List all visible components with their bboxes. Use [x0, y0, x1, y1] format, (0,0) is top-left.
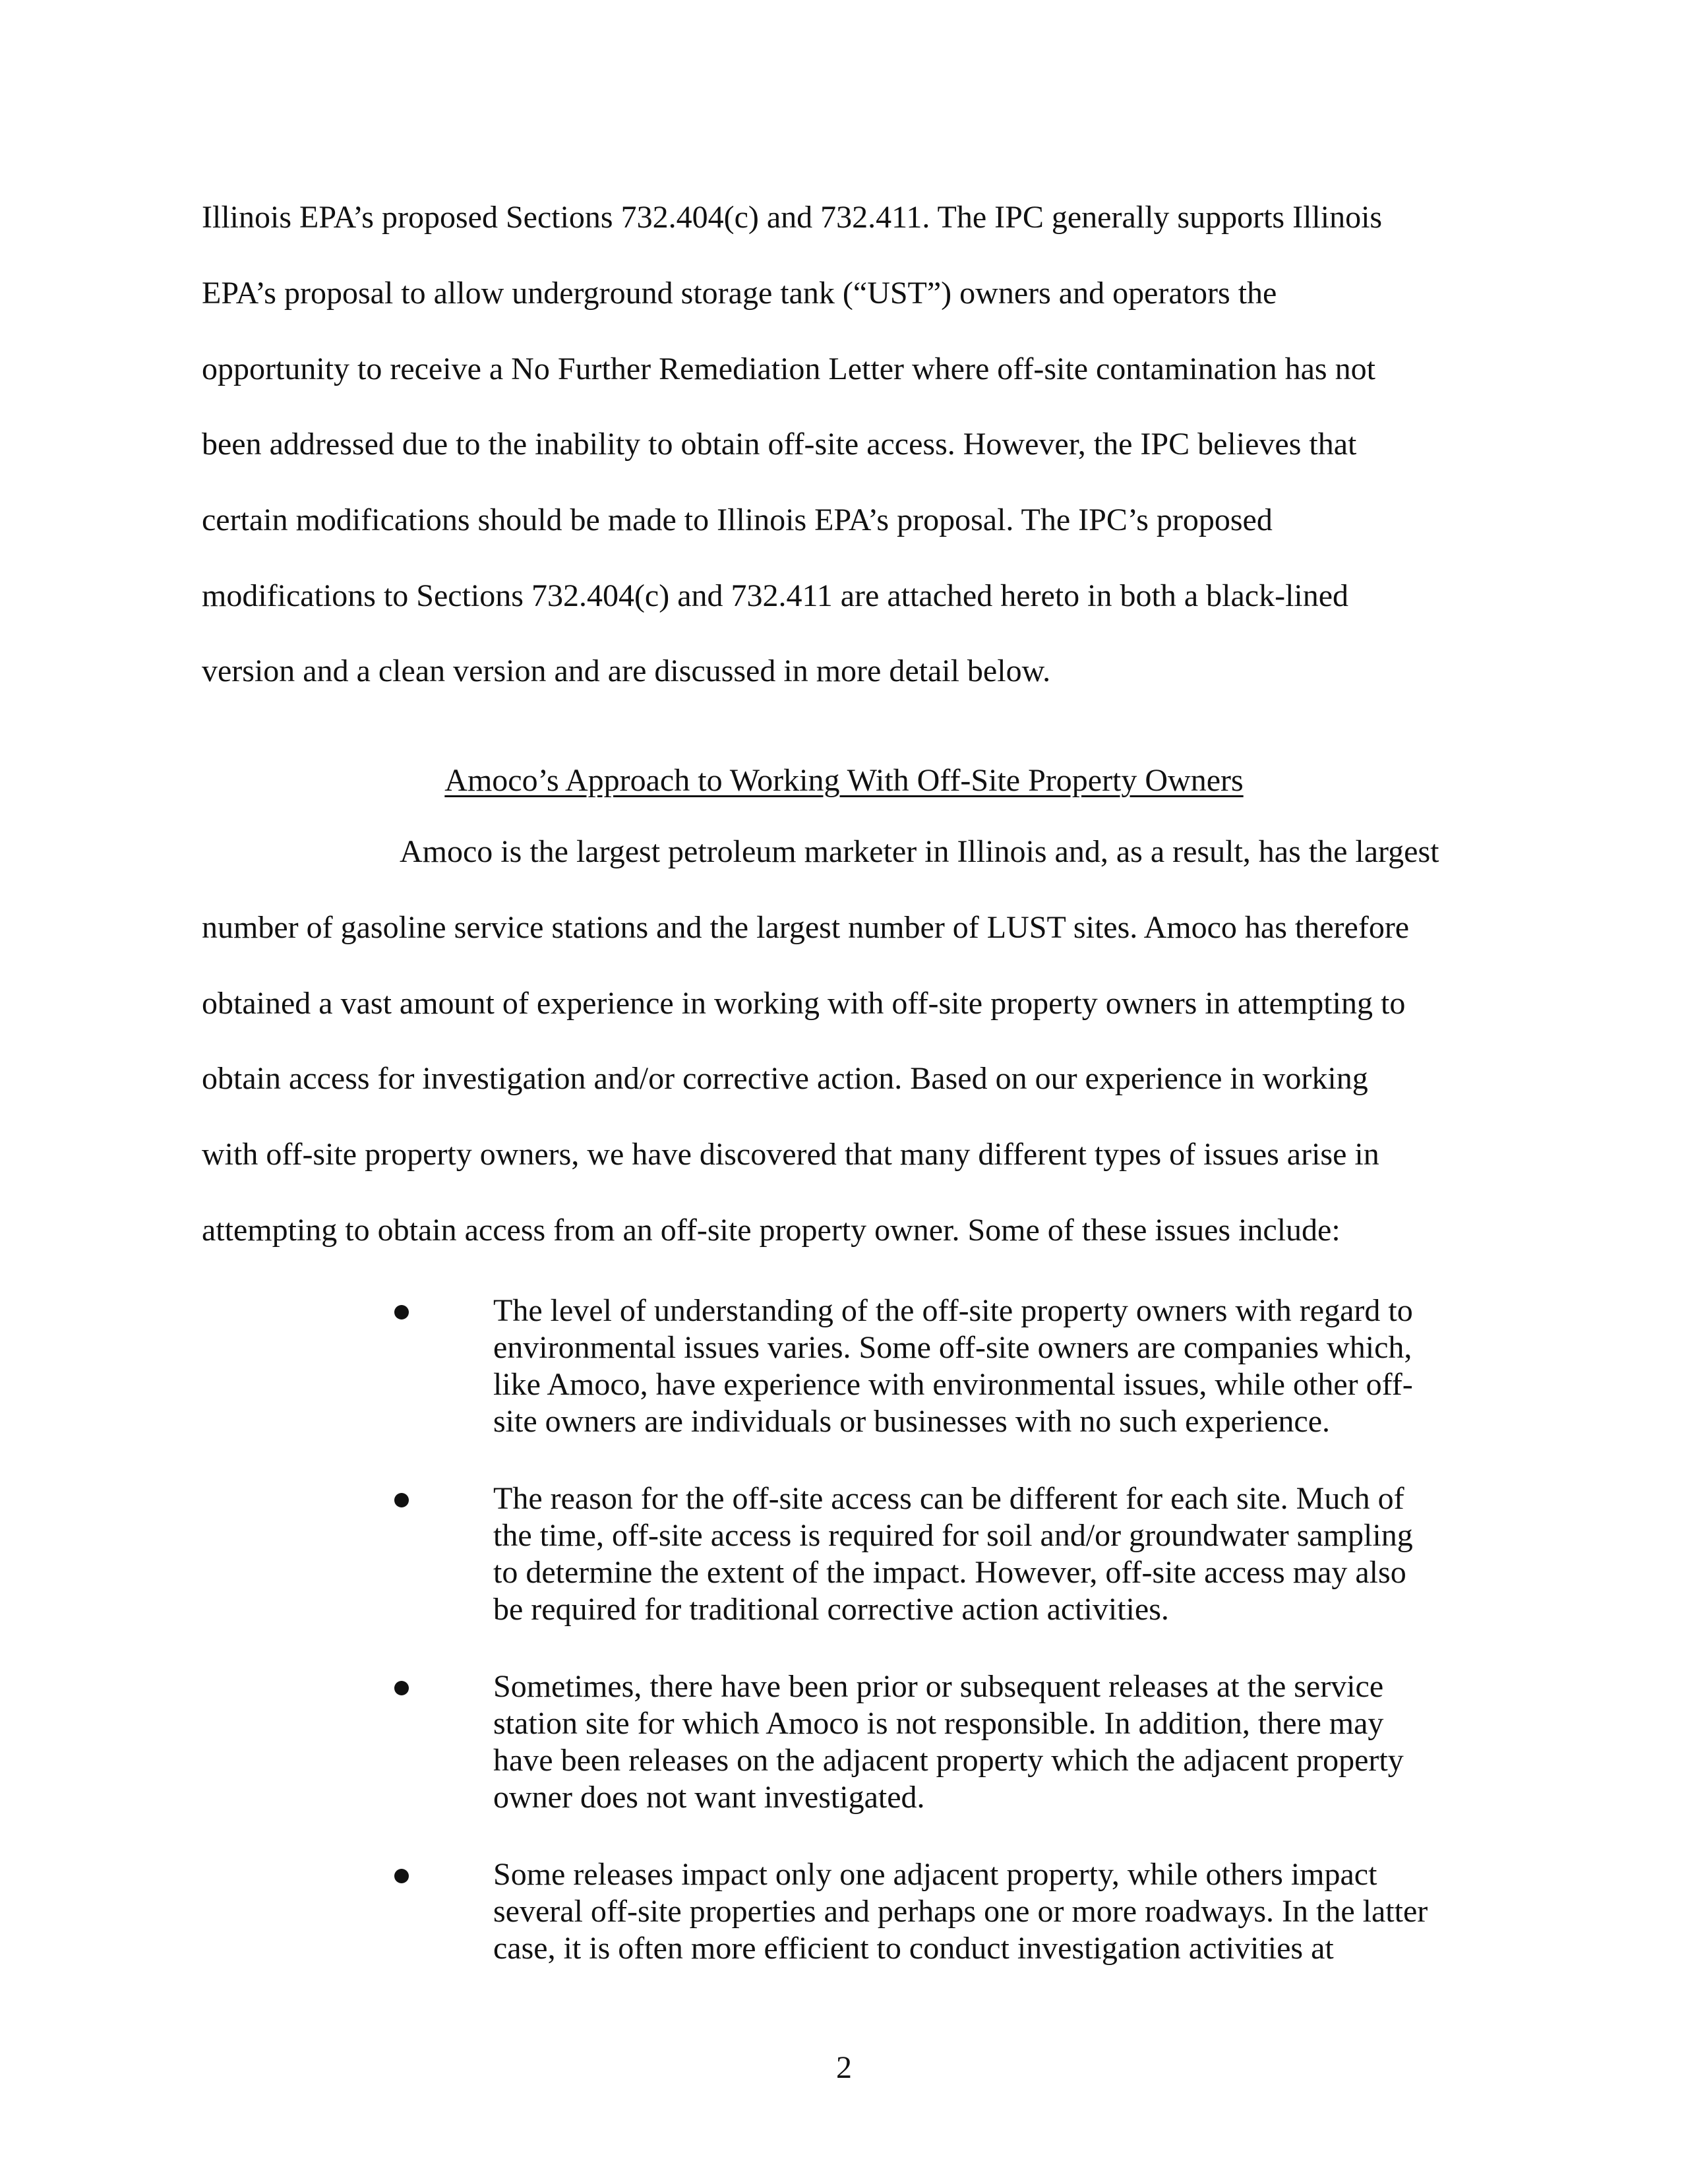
bullet3-line-2: station site for which Amoco is not responsible. In addition, there may [493, 1706, 1384, 1741]
bullet3-line-4: owner does not want investigated. [493, 1780, 925, 1815]
paragraph2-line-2: number of gasoline service stations and the largest number of LUST sites. Amoco has therefore [202, 910, 1410, 945]
section-heading [0, 762, 1688, 799]
bullet-dot-2 [394, 1493, 409, 1507]
paragraph1-line-1: Illinois EPA’s proposed Sections 732.404(c) and 732.411. The IPC generally supports Illinois [202, 200, 1383, 235]
paragraph1-line-3: opportunity to receive a No Further Remediation Letter where off-site contamination has not [202, 351, 1375, 386]
paragraph1-line-5: certain modifications should be made to Illinois EPA’s proposal. The IPC’s proposed [202, 502, 1273, 537]
bullet4-line-3: case, it is often more efficient to conduct investigation activities at [493, 1931, 1334, 1966]
paragraph2-line-3: obtained a vast amount of experience in working with off-site property owners in attempting to [202, 986, 1406, 1021]
bullet2-line-2: the time, off-site access is required for soil and/or groundwater sampling [493, 1518, 1413, 1553]
bullet3-line-1: Sometimes, there have been prior or subsequent releases at the service [493, 1669, 1384, 1704]
bullet2-line-3: to determine the extent of the impact. However, off-site access may also [493, 1555, 1406, 1590]
bullet4-line-1: Some releases impact only one adjacent property, while others impact [493, 1857, 1377, 1892]
bullet-dot-4 [394, 1869, 409, 1883]
bullet-dot-1 [394, 1305, 409, 1320]
paragraph1-line-7: version and a clean version and are discussed in more detail below. [202, 653, 1051, 688]
bullet1-line-4: site owners are individuals or businesses with no such experience. [493, 1404, 1331, 1439]
paragraph2-line-4: obtain access for investigation and/or corrective action. Based on our experience in working [202, 1061, 1368, 1096]
bullet4-line-2: several off-site properties and perhaps one or more roadways. In the latter [493, 1894, 1428, 1929]
paragraph1-line-2: EPA’s proposal to allow underground storage tank (“UST”) owners and operators the [202, 276, 1277, 311]
section-heading-text: Amoco’s Approach to Working With Off-Site Property Owners [444, 763, 1244, 798]
bullet2-line-1: The reason for the off-site access can be different for each site. Much of [493, 1481, 1404, 1516]
bullet1-line-2: environmental issues varies. Some off-site owners are companies which, [493, 1330, 1412, 1365]
paragraph1-line-6: modifications to Sections 732.404(c) and 732.411 are attached hereto in both a black-lined [202, 578, 1349, 613]
paragraph2-line-5: with off-site property owners, we have discovered that many different types of issues arise in [202, 1137, 1379, 1172]
paragraph1-line-4: been addressed due to the inability to obtain off-site access. However, the IPC believes that [202, 427, 1357, 462]
paragraph2-line-6: attempting to obtain access from an off-site property owner. Some of these issues include: [202, 1213, 1341, 1248]
bullet-dot-3 [394, 1681, 409, 1695]
bullet1-line-3: like Amoco, have experience with environmental issues, while other off- [493, 1367, 1413, 1402]
bullet2-line-4: be required for traditional corrective action activities. [493, 1592, 1169, 1627]
bullet1-line-1: The level of understanding of the off-site property owners with regard to [493, 1293, 1413, 1328]
paragraph2-line-1: Amoco is the largest petroleum marketer in Illinois and, as a result, has the largest [400, 834, 1439, 869]
page-number: 2 [836, 2050, 852, 2085]
bullet3-line-3: have been releases on the adjacent property which the adjacent property [493, 1743, 1404, 1778]
